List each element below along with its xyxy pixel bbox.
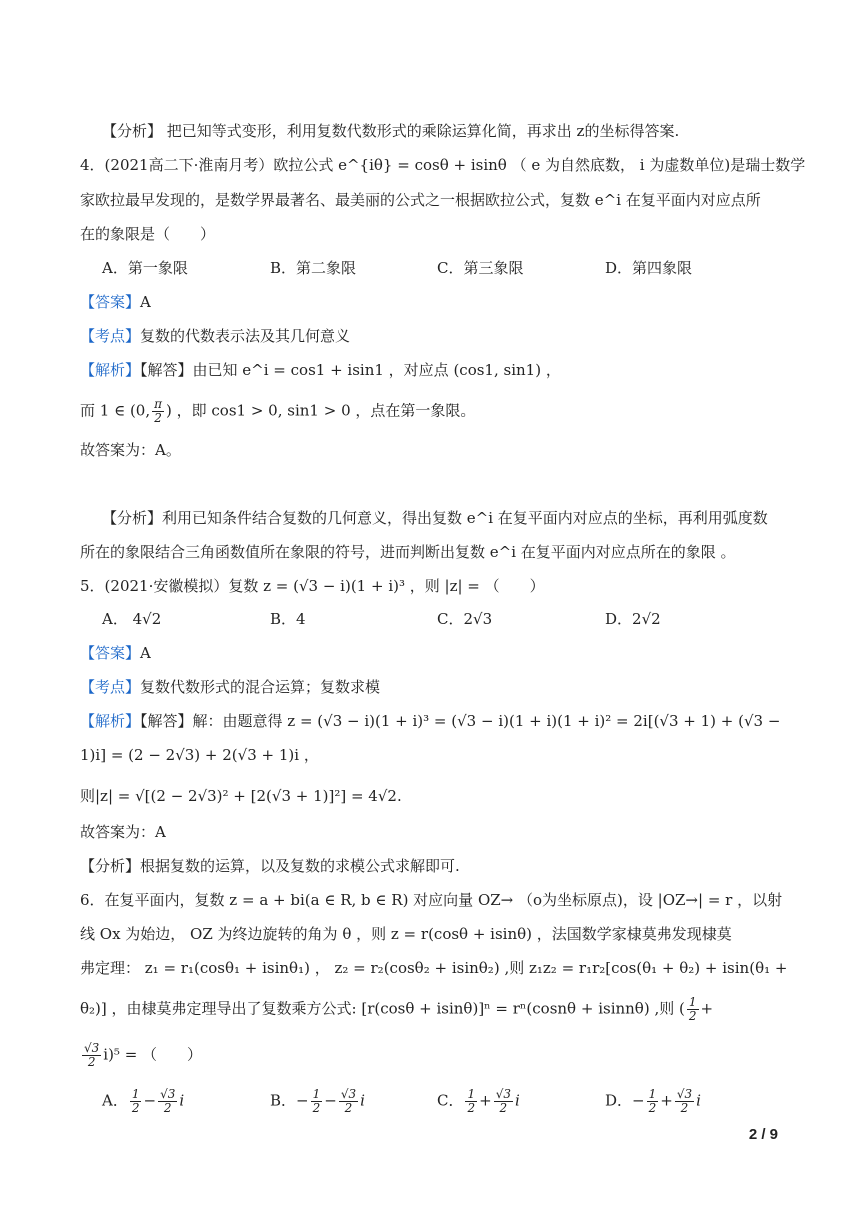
topic-value: 复数代数形式的混合运算；复数求模 [140,678,381,696]
q6-stem-line4 [80,996,713,1023]
q5-solution-line2: 1)i] = (2 − 2√3) + 2(√3 + 1)i ， [80,746,319,764]
answer-tag: 【答案】 [80,644,141,662]
q6-option-d: D．− $\frac{1}{2}$ + $\frac{√3}{2}$ i [605,1087,701,1115]
q5-stem: 5．(2021·安徽模拟）复数 z = (√3 − i)(1 + i)³ ，则 |z| = （ ） [80,577,545,595]
solution-text: 【解答】由已知 e^i = cos1 + isin1 ，对应点 (cos1, sin1) ， [140,361,561,379]
q5-option-a: A． 4√2 [102,610,162,628]
q5-solution-line3: 则|z| = √[(2 − 2√3)² + [2(√3 + 1)]²] = 4√2. [80,787,402,805]
q4-analysis-line1: 【分析】利用已知条件结合复数的几何意义，得出复数 e^i 在复平面内对应点的坐标，再利用弧度数 [102,509,768,527]
fraction: $\frac{√3}{2}$ [84,1041,100,1069]
q6-option-a: A． $\frac{1}{2}$ − $\frac{√3}{2}$ i [102,1087,185,1115]
topic-value: 复数的代数表示法及其几何意义 [140,327,351,345]
stem-text: i)⁵ = （ ） [103,1045,203,1064]
solution-text: ) ，即 cos1 > 0, sin1 > 0 ，点在第一象限。 [166,401,476,420]
analysis-q3: 【分析】 把已知等式变形，利用复数代数形式的乘除运算化简，再求出 z的坐标得答案. [102,122,680,140]
solution-tag: 【解析】 [80,361,141,379]
page-number: 2 / 9 [748,1126,778,1143]
solution-text: 而 1 ∈ (0, [80,401,151,420]
topic-tag: 【考点】 [80,327,141,345]
stem-text: θ₂)] ，由棣莫弗定理导出了复数乘方公式: [r(cosθ + isinθ)]ⁿ = rⁿ(cosnθ + isinnθ) ,则 ( [80,999,685,1018]
q6-stem-line5 [80,1042,202,1069]
q4-solution-line2 [80,398,475,425]
q4-answer [80,292,151,312]
q6-option-b: B．− $\frac{1}{2}$ − $\frac{√3}{2}$ i [270,1087,365,1115]
q5-option-c: C．2√3 [437,610,493,628]
q4-stem-line1: 4．(2021高二下·淮南月考）欧拉公式 e^{iθ} = cosθ + isinθ （ e 为自然底数， i 为虚数单位)是瑞士数学 [80,156,806,174]
stem-text: + [700,999,714,1018]
q5-option-d: D．2√2 [605,610,661,628]
solution-text: 【解答】解：由题意得 z = (√3 − i)(1 + i)³ = (√3 − i)(1 + i)(1 + i)² = 2i[(√3 + 1) + (√3 − [140,712,781,730]
solution-tag: 【解析】 [80,712,141,730]
q4-option-a: A．第一象限 [102,259,188,277]
q6-stem-line1: 6．在复平面内，复数 z = a + bi(a ∈ R, b ∈ R) 对应向量 OZ→ （o为坐标原点)，设 |OZ→| = r ，以射 [80,891,783,909]
q4-stem-line3: 在的象限是（ ） [80,225,216,243]
answer-tag: 【答案】 [80,293,141,311]
q4-solution-line3: 故答案为：A。 [80,441,181,459]
q5-solution-line4: 故答案为：A [80,823,166,841]
fraction: $\frac{1}{2}$ [688,995,697,1023]
answer-value: A [140,644,151,662]
q5-analysis: 【分析】根据复数的运算，以及复数的求模公式求解即可. [80,857,460,875]
q6-stem-line2: 线 Ox 为始边， OZ 为终边旋转的角为 θ ，则 z = r(cosθ + isinθ) ，法国数学家棣莫弗发现棣莫 [80,925,732,943]
q4-option-d: D．第四象限 [605,259,693,277]
topic-tag: 【考点】 [80,678,141,696]
q5-option-b: B．4 [270,610,306,628]
q4-analysis-line2: 所在的象限结合三角函数值所在象限的符号，进而判断出复数 e^i 在复平面内对应点所在的象限 。 [80,543,736,561]
q4-option-c: C．第三象限 [437,259,524,277]
q6-option-c: C． $\frac{1}{2}$ + $\frac{√3}{2}$ i [437,1087,520,1115]
q4-solution-line1 [80,360,561,380]
q4-topic [80,326,350,346]
q4-option-b: B．第二象限 [270,259,357,277]
q5-solution-line1 [80,711,780,731]
q4-stem-line2: 家欧拉最早发现的，是数学界最著名、最美丽的公式之一根据欧拉公式，复数 e^i 在复平面内对应点所 [80,191,761,209]
q6-stem-line3: 弗定理： z₁ = r₁(cosθ₁ + isinθ₁) ， z₂ = r₂(cosθ₂ + isinθ₂) ,则 z₁z₂ = r₁r₂[cos(θ₁ + θ₂) + isin(θ₁ + [80,959,788,977]
fraction: $\frac{\pi}{2}$ [154,397,163,425]
q5-topic [80,677,380,697]
q5-answer [80,643,151,663]
answer-value: A [140,293,151,311]
